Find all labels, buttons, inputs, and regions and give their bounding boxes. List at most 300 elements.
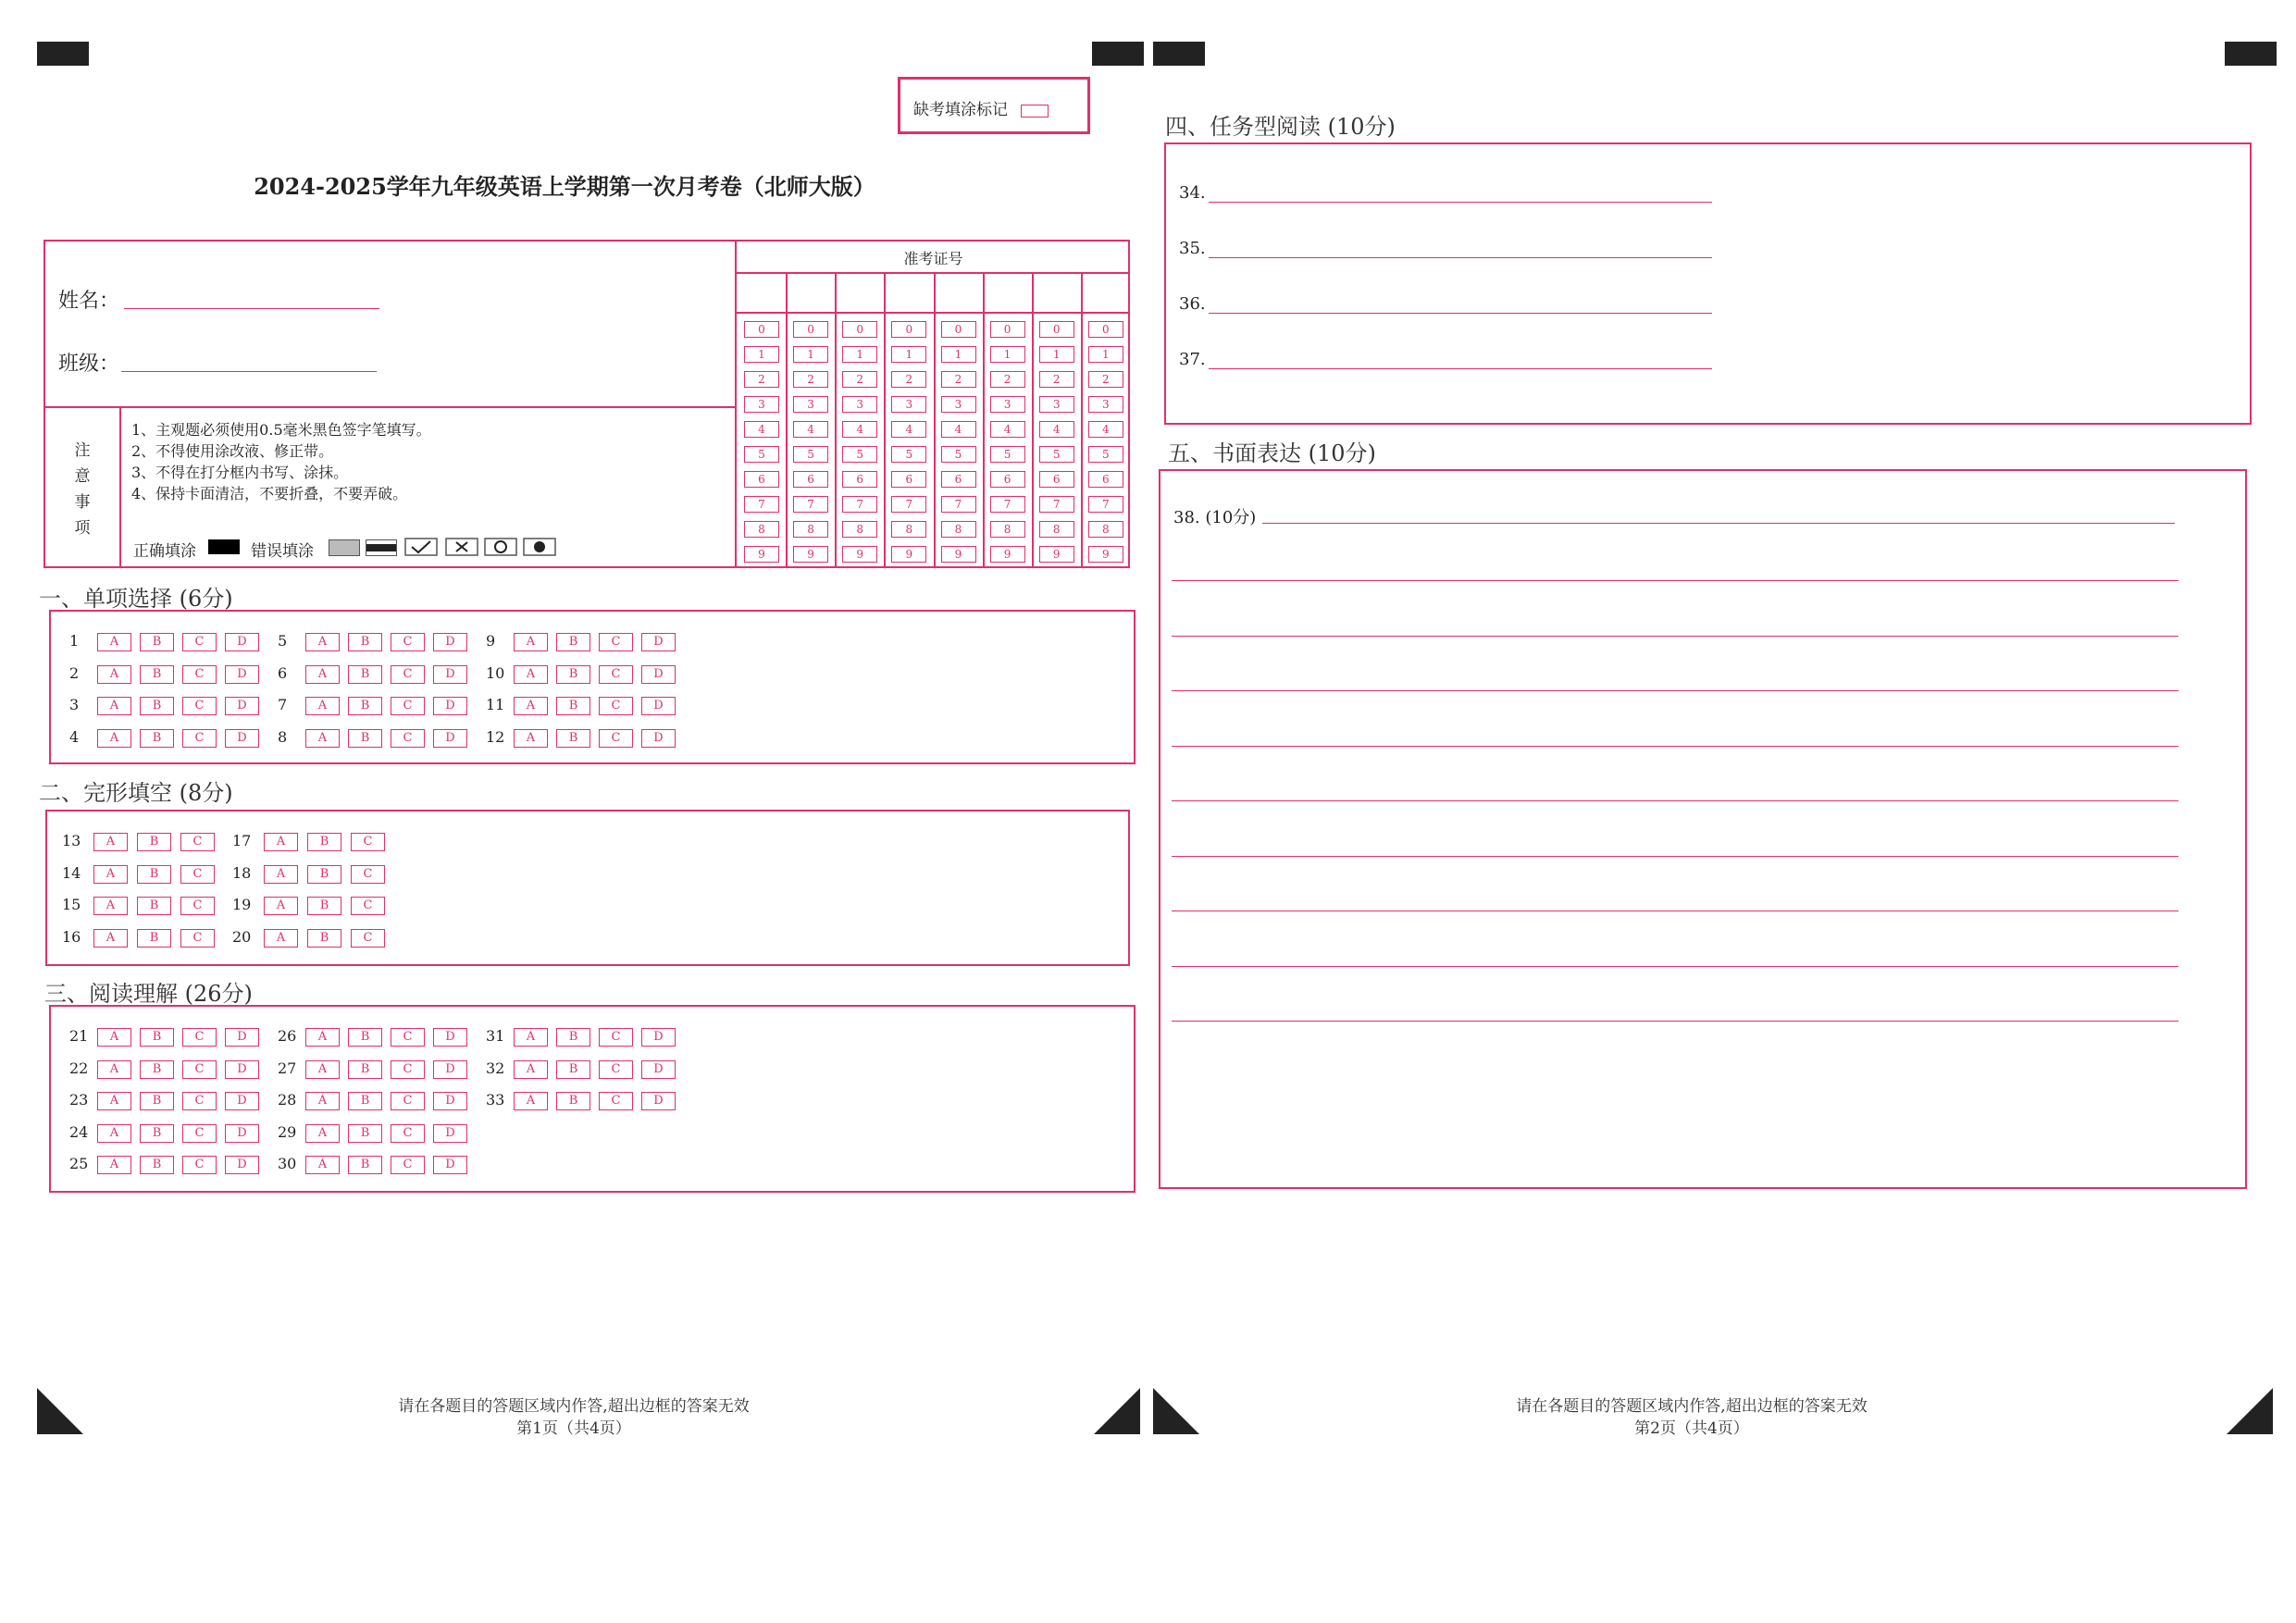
exam-id-digit-bubble[interactable]: 1 xyxy=(1039,346,1074,363)
option-bubble-d[interactable]: D xyxy=(641,1028,676,1047)
option-bubble-c[interactable]: C xyxy=(182,665,217,684)
exam-id-digit-bubble[interactable]: 4 xyxy=(793,421,828,438)
exam-id-digit-bubble[interactable]: 5 xyxy=(941,446,976,463)
option-bubble-d[interactable]: D xyxy=(641,729,676,748)
option-bubble-a[interactable]: A xyxy=(97,729,131,748)
section5-box xyxy=(1159,469,2247,1189)
option-bubble-d[interactable]: D xyxy=(433,1124,467,1143)
section2-box xyxy=(45,810,1130,966)
name-field[interactable] xyxy=(124,308,379,309)
notice-label-char: 事 xyxy=(74,493,91,512)
option-bubble-d[interactable]: D xyxy=(225,665,259,684)
option-bubble-a[interactable]: A xyxy=(305,697,340,715)
exam-id-digit-bubble[interactable]: 3 xyxy=(842,396,877,413)
exam-id-digit-bubble[interactable]: 1 xyxy=(744,346,779,363)
wrong-fill-sample-check-icon xyxy=(404,538,438,556)
exam-id-digit-bubble[interactable]: 8 xyxy=(842,521,877,538)
option-bubble-c[interactable]: C xyxy=(180,897,215,915)
option-bubble-d[interactable]: D xyxy=(225,633,259,651)
exam-id-digit-bubble[interactable]: 3 xyxy=(1039,396,1074,413)
exam-id-col-divider xyxy=(835,272,837,566)
exam-id-digit-bubble[interactable]: 6 xyxy=(842,471,877,488)
notice-label-char: 项 xyxy=(74,519,91,538)
option-bubble-c[interactable]: C xyxy=(182,1092,217,1110)
exam-id-col-divider xyxy=(786,272,788,566)
wrong-fill-sample-dot-icon xyxy=(523,538,556,556)
option-bubble-b[interactable]: B xyxy=(556,1092,590,1110)
essay-line[interactable] xyxy=(1172,800,2178,801)
exam-id-digit-bubble[interactable]: 3 xyxy=(793,396,828,413)
option-bubble-a[interactable]: A xyxy=(514,1060,548,1079)
footer-right-page: 第2页（共4页） xyxy=(1634,1419,1749,1438)
question-number: 19 xyxy=(232,896,252,913)
option-bubble-c[interactable]: C xyxy=(351,865,385,884)
section3-title: 三、阅读理解 (26分) xyxy=(44,981,253,1007)
exam-id-digit-bubble[interactable]: 3 xyxy=(744,396,779,413)
exam-id-digit-bubble[interactable]: 5 xyxy=(793,446,828,463)
option-bubble-a[interactable]: A xyxy=(93,897,128,915)
option-bubble-b[interactable]: B xyxy=(556,1060,590,1079)
option-bubble-d[interactable]: D xyxy=(641,1092,676,1110)
option-bubble-c[interactable]: C xyxy=(180,865,215,884)
option-bubble-b[interactable]: B xyxy=(348,1156,382,1174)
option-bubble-a[interactable]: A xyxy=(97,1060,131,1079)
registration-mark-top-mid-left xyxy=(1092,42,1144,66)
absent-mark-label: 缺考填涂标记 xyxy=(913,101,1008,119)
exam-id-digit-bubble[interactable]: 9 xyxy=(793,546,828,563)
option-bubble-a[interactable]: A xyxy=(514,1028,548,1047)
section4-title: 四、任务型阅读 (10分) xyxy=(1165,114,1396,140)
option-bubble-d[interactable]: D xyxy=(433,697,467,715)
question-number: 1 xyxy=(69,632,80,650)
option-bubble-a[interactable]: A xyxy=(97,633,131,651)
question-number: 27 xyxy=(278,1059,297,1077)
exam-id-digit-bubble[interactable]: 1 xyxy=(990,346,1025,363)
exam-id-digit-bubble[interactable]: 7 xyxy=(744,496,779,513)
option-bubble-c[interactable]: C xyxy=(391,1124,425,1143)
essay-line[interactable] xyxy=(1172,636,2178,637)
task-answer-line[interactable] xyxy=(1209,313,1712,314)
exam-id-col-divider xyxy=(1032,272,1034,566)
option-bubble-c[interactable]: C xyxy=(182,633,217,651)
exam-id-digit-bubble[interactable]: 8 xyxy=(1088,521,1123,538)
option-bubble-a[interactable]: A xyxy=(97,1092,131,1110)
exam-id-col-divider xyxy=(934,272,936,566)
exam-id-digit-bubble[interactable]: 8 xyxy=(744,521,779,538)
exam-id-digit-bubble[interactable]: 0 xyxy=(744,321,779,338)
exam-id-digit-bubble[interactable]: 7 xyxy=(941,496,976,513)
option-bubble-b[interactable]: B xyxy=(348,1092,382,1110)
option-bubble-b[interactable]: B xyxy=(348,1124,382,1143)
exam-id-digit-bubble[interactable]: 4 xyxy=(1039,421,1074,438)
exam-id-digit-bubble[interactable]: 7 xyxy=(990,496,1025,513)
option-bubble-c[interactable]: C xyxy=(391,697,425,715)
exam-id-panel xyxy=(735,242,1130,566)
exam-id-digit-bubble[interactable]: 9 xyxy=(1088,546,1123,563)
notice-line: 2、不得使用涂改液、修正带。 xyxy=(131,442,334,460)
question-number: 31 xyxy=(486,1027,505,1045)
notice-line: 3、不得在打分框内书写、涂抹。 xyxy=(131,464,349,481)
info-divider xyxy=(45,406,737,408)
exam-id-digit-bubble[interactable]: 6 xyxy=(744,471,779,488)
essay-line[interactable] xyxy=(1172,690,2178,691)
option-bubble-b[interactable]: B xyxy=(307,833,341,851)
option-bubble-b[interactable]: B xyxy=(556,697,590,715)
essay-line[interactable] xyxy=(1172,1021,2178,1022)
option-bubble-d[interactable]: D xyxy=(433,729,467,748)
exam-id-digit-bubble[interactable]: 7 xyxy=(1088,496,1123,513)
option-bubble-b[interactable]: B xyxy=(140,1156,174,1174)
exam-id-digit-bubble[interactable]: 2 xyxy=(990,371,1025,388)
registration-mark-top-left xyxy=(37,42,89,66)
option-bubble-a[interactable]: A xyxy=(514,697,548,715)
corner-triangle-bottom-mid-left xyxy=(1094,1388,1140,1434)
option-bubble-a[interactable]: A xyxy=(305,1156,340,1174)
exam-id-digit-bubble[interactable]: 2 xyxy=(1088,371,1123,388)
task-answer-line[interactable] xyxy=(1209,368,1712,369)
exam-id-digit-bubble[interactable]: 5 xyxy=(1088,446,1123,463)
option-bubble-a[interactable]: A xyxy=(93,833,128,851)
option-bubble-b[interactable]: B xyxy=(556,633,590,651)
option-bubble-a[interactable]: A xyxy=(97,697,131,715)
option-bubble-b[interactable]: B xyxy=(140,1124,174,1143)
exam-id-digit-bubble[interactable]: 7 xyxy=(891,496,926,513)
exam-id-digit-bubble[interactable]: 0 xyxy=(842,321,877,338)
option-bubble-c[interactable]: C xyxy=(391,1060,425,1079)
footer-left-notice: 请在各题目的答题区域内作答,超出边框的答案无效 xyxy=(398,1397,750,1416)
essay-line[interactable] xyxy=(1172,966,2178,967)
task-item-number: 36. xyxy=(1179,294,1206,314)
exam-id-digit-bubble[interactable]: 8 xyxy=(941,521,976,538)
exam-id-digit-bubble[interactable]: 7 xyxy=(793,496,828,513)
exam-id-digit-bubble[interactable]: 1 xyxy=(793,346,828,363)
option-bubble-d[interactable]: D xyxy=(641,633,676,651)
section1-title: 一、单项选择 (6分) xyxy=(39,586,233,612)
option-bubble-c[interactable]: C xyxy=(351,897,385,915)
notice-label-col xyxy=(45,406,121,568)
option-bubble-d[interactable]: D xyxy=(225,1028,259,1047)
task-answer-line[interactable] xyxy=(1209,202,1712,203)
exam-id-digit-bubble[interactable]: 9 xyxy=(891,546,926,563)
exam-id-digit-bubble[interactable]: 9 xyxy=(842,546,877,563)
option-bubble-b[interactable]: B xyxy=(137,897,171,915)
exam-id-digit-bubble[interactable]: 7 xyxy=(1039,496,1074,513)
exam-id-digit-bubble[interactable]: 3 xyxy=(891,396,926,413)
option-bubble-c[interactable]: C xyxy=(599,697,633,715)
wrong-fill-sample-bar xyxy=(366,539,397,556)
option-bubble-b[interactable]: B xyxy=(140,1092,174,1110)
option-bubble-d[interactable]: D xyxy=(641,697,676,715)
exam-id-digit-bubble[interactable]: 0 xyxy=(793,321,828,338)
option-bubble-c[interactable]: C xyxy=(391,1092,425,1110)
option-bubble-a[interactable]: A xyxy=(305,1028,340,1047)
option-bubble-b[interactable]: B xyxy=(556,1028,590,1047)
option-bubble-b[interactable]: B xyxy=(137,929,171,948)
wrong-fill-sample-circle-icon xyxy=(484,538,517,556)
exam-id-digit-bubble[interactable]: 5 xyxy=(1039,446,1074,463)
question-number: 4 xyxy=(69,727,80,746)
exam-id-digit-bubble[interactable]: 9 xyxy=(990,546,1025,563)
option-bubble-d[interactable]: D xyxy=(641,1060,676,1079)
option-bubble-a[interactable]: A xyxy=(305,1124,340,1143)
question-number: 10 xyxy=(486,663,505,682)
corner-triangle-bottom-right xyxy=(2227,1388,2273,1434)
option-bubble-a[interactable]: A xyxy=(97,1124,131,1143)
question-number: 17 xyxy=(232,832,252,849)
exam-id-digit-bubble[interactable]: 8 xyxy=(1039,521,1074,538)
exam-id-digit-bubble[interactable]: 2 xyxy=(941,371,976,388)
question-number: 13 xyxy=(62,832,81,849)
option-bubble-c[interactable]: C xyxy=(391,1156,425,1174)
option-bubble-b[interactable]: B xyxy=(140,697,174,715)
option-bubble-a[interactable]: A xyxy=(264,865,298,884)
option-bubble-b[interactable]: B xyxy=(140,665,174,684)
exam-id-digit-bubble[interactable]: 0 xyxy=(1039,321,1074,338)
exam-id-digit-bubble[interactable]: 4 xyxy=(941,421,976,438)
info-block xyxy=(43,240,1130,568)
question-number: 11 xyxy=(486,696,505,713)
option-bubble-a[interactable]: A xyxy=(97,665,131,684)
option-bubble-a[interactable]: A xyxy=(514,665,548,684)
exam-id-digit-bubble[interactable]: 6 xyxy=(1088,471,1123,488)
notice-label-char: 注 xyxy=(74,441,91,460)
option-bubble-a[interactable]: A xyxy=(305,729,340,748)
option-bubble-b[interactable]: B xyxy=(137,865,171,884)
option-bubble-b[interactable]: B xyxy=(140,1028,174,1047)
exam-id-digit-bubble[interactable]: 0 xyxy=(990,321,1025,338)
exam-id-digit-bubble[interactable]: 1 xyxy=(941,346,976,363)
exam-id-digit-bubble[interactable]: 2 xyxy=(891,371,926,388)
question-number: 16 xyxy=(62,927,81,946)
exam-id-digit-bubble[interactable]: 6 xyxy=(891,471,926,488)
option-bubble-a[interactable]: A xyxy=(264,897,298,915)
option-bubble-a[interactable]: A xyxy=(305,1060,340,1079)
option-bubble-d[interactable]: D xyxy=(225,1092,259,1110)
exam-id-digit-bubble[interactable]: 9 xyxy=(941,546,976,563)
registration-mark-top-mid-right xyxy=(1153,42,1205,66)
question-number: 15 xyxy=(62,896,81,913)
question-number: 6 xyxy=(278,663,288,682)
option-bubble-d[interactable]: D xyxy=(433,1060,467,1079)
exam-id-digit-bubble[interactable]: 2 xyxy=(1039,371,1074,388)
option-bubble-c[interactable]: C xyxy=(599,1092,633,1110)
question-number: 29 xyxy=(278,1122,297,1141)
task-answer-line[interactable] xyxy=(1209,257,1712,258)
option-bubble-b[interactable]: B xyxy=(556,729,590,748)
option-bubble-a[interactable]: A xyxy=(264,929,298,948)
task-item-number: 37. xyxy=(1179,350,1206,369)
option-bubble-c[interactable]: C xyxy=(599,1060,633,1079)
task-item-number: 35. xyxy=(1179,239,1206,258)
class-field[interactable] xyxy=(121,371,377,372)
option-bubble-d[interactable]: D xyxy=(225,1060,259,1079)
corner-triangle-bottom-left xyxy=(37,1388,83,1434)
exam-id-digit-bubble[interactable]: 6 xyxy=(793,471,828,488)
exam-id-digit-bubble[interactable]: 0 xyxy=(1088,321,1123,338)
question-number: 5 xyxy=(278,632,288,650)
exam-id-digit-bubble[interactable]: 6 xyxy=(990,471,1025,488)
option-bubble-a[interactable]: A xyxy=(93,865,128,884)
option-bubble-c[interactable]: C xyxy=(182,1060,217,1079)
option-bubble-a[interactable]: A xyxy=(97,1156,131,1174)
footer-right-notice: 请在各题目的答题区域内作答,超出边框的答案无效 xyxy=(1516,1397,1868,1416)
option-bubble-c[interactable]: C xyxy=(599,665,633,684)
option-bubble-c[interactable]: C xyxy=(351,929,385,948)
option-bubble-b[interactable]: B xyxy=(140,1060,174,1079)
option-bubble-d[interactable]: D xyxy=(225,1156,259,1174)
option-bubble-a[interactable]: A xyxy=(514,1092,548,1110)
exam-id-digit-bubble[interactable]: 2 xyxy=(793,371,828,388)
option-bubble-c[interactable]: C xyxy=(351,833,385,851)
exam-id-digit-bubble[interactable]: 9 xyxy=(1039,546,1074,563)
option-bubble-c[interactable]: C xyxy=(599,1028,633,1047)
question-number: 30 xyxy=(278,1155,297,1172)
option-bubble-d[interactable]: D xyxy=(641,665,676,684)
exam-id-digit-bubble[interactable]: 3 xyxy=(990,396,1025,413)
exam-id-digit-bubble[interactable]: 8 xyxy=(793,521,828,538)
question-number: 8 xyxy=(278,727,288,746)
option-bubble-c[interactable]: C xyxy=(391,729,425,748)
option-bubble-c[interactable]: C xyxy=(391,665,425,684)
footer-left xyxy=(278,1395,870,1440)
exam-id-digit-bubble[interactable]: 4 xyxy=(744,421,779,438)
essay-line[interactable] xyxy=(1172,580,2178,581)
exam-id-digit-bubble[interactable]: 9 xyxy=(744,546,779,563)
option-bubble-b[interactable]: B xyxy=(348,1028,382,1047)
option-bubble-d[interactable]: D xyxy=(225,1124,259,1143)
option-bubble-c[interactable]: C xyxy=(180,929,215,948)
section3-box xyxy=(49,1005,1136,1193)
exam-id-digit-bubble[interactable]: 3 xyxy=(941,396,976,413)
option-bubble-c[interactable]: C xyxy=(182,1124,217,1143)
question-number: 33 xyxy=(486,1091,505,1109)
option-bubble-b[interactable]: B xyxy=(137,833,171,851)
option-bubble-a[interactable]: A xyxy=(514,729,548,748)
question-number: 20 xyxy=(232,927,252,946)
exam-id-digit-bubble[interactable]: 0 xyxy=(891,321,926,338)
option-bubble-a[interactable]: A xyxy=(264,833,298,851)
page-title: 2024-2025学年九年级英语上学期第一次月考卷（北师大版） xyxy=(254,173,875,200)
option-bubble-a[interactable]: A xyxy=(93,929,128,948)
exam-id-digit-bubble[interactable]: 8 xyxy=(990,521,1025,538)
question-number: 23 xyxy=(69,1091,89,1109)
footer-left-page: 第1页（共4页） xyxy=(516,1419,631,1438)
option-bubble-d[interactable]: D xyxy=(225,697,259,715)
notice-label xyxy=(45,438,119,541)
exam-id-digit-bubble[interactable]: 0 xyxy=(941,321,976,338)
option-bubble-c[interactable]: C xyxy=(182,697,217,715)
option-bubble-b[interactable]: B xyxy=(348,665,382,684)
option-bubble-b[interactable]: B xyxy=(348,633,382,651)
exam-id-digit-bubble[interactable]: 1 xyxy=(1088,346,1123,363)
option-bubble-b[interactable]: B xyxy=(348,1060,382,1079)
option-bubble-b[interactable]: B xyxy=(140,633,174,651)
option-bubble-a[interactable]: A xyxy=(97,1028,131,1047)
option-bubble-c[interactable]: C xyxy=(182,1028,217,1047)
exam-id-digit-bubble[interactable]: 5 xyxy=(744,446,779,463)
exam-id-digit-bubble[interactable]: 5 xyxy=(990,446,1025,463)
absent-mark-bubble[interactable] xyxy=(1021,105,1049,118)
exam-id-digit-bubble[interactable]: 1 xyxy=(842,346,877,363)
exam-id-digit-bubble[interactable]: 4 xyxy=(842,421,877,438)
question-number: 21 xyxy=(69,1027,89,1045)
notice-line: 1、主观题必须使用0.5毫米黑色签字笔填写。 xyxy=(131,421,431,439)
exam-id-digit-bubble[interactable]: 2 xyxy=(842,371,877,388)
question-number: 32 xyxy=(486,1059,505,1077)
option-bubble-a[interactable]: A xyxy=(305,665,340,684)
exam-id-digit-bubble[interactable]: 6 xyxy=(1039,471,1074,488)
option-bubble-d[interactable]: D xyxy=(225,729,259,748)
class-label: 班级： xyxy=(58,353,120,376)
registration-mark-top-right xyxy=(2225,42,2277,66)
exam-id-digit-bubble[interactable]: 4 xyxy=(891,421,926,438)
question-number: 18 xyxy=(232,863,252,882)
option-bubble-b[interactable]: B xyxy=(556,665,590,684)
essay-line-first[interactable] xyxy=(1262,523,2175,524)
option-bubble-a[interactable]: A xyxy=(305,1092,340,1110)
footer-right xyxy=(1396,1395,1988,1440)
option-bubble-b[interactable]: B xyxy=(348,729,382,748)
question-number: 14 xyxy=(62,863,81,882)
wrong-fill-label: 错误填涂 xyxy=(251,542,314,561)
option-bubble-d[interactable]: D xyxy=(433,1156,467,1174)
option-bubble-c[interactable]: C xyxy=(599,729,633,748)
option-bubble-a[interactable]: A xyxy=(305,633,340,651)
option-bubble-c[interactable]: C xyxy=(180,833,215,851)
essay-line[interactable] xyxy=(1172,856,2178,857)
section4-box xyxy=(1164,142,2252,425)
option-bubble-d[interactable]: D xyxy=(433,665,467,684)
exam-id-grid xyxy=(737,272,1130,566)
option-bubble-c[interactable]: C xyxy=(599,633,633,651)
absent-mark-box xyxy=(898,77,1090,134)
exam-id-digit-bubble[interactable]: 5 xyxy=(891,446,926,463)
option-bubble-b[interactable]: B xyxy=(307,865,341,884)
option-bubble-c[interactable]: C xyxy=(391,1028,425,1047)
option-bubble-d[interactable]: D xyxy=(433,1028,467,1047)
essay-line[interactable] xyxy=(1172,746,2178,747)
exam-id-digit-bubble[interactable]: 7 xyxy=(842,496,877,513)
exam-id-digit-bubble[interactable]: 4 xyxy=(990,421,1025,438)
question-number: 25 xyxy=(69,1155,89,1172)
option-bubble-c[interactable]: C xyxy=(391,633,425,651)
option-bubble-a[interactable]: A xyxy=(514,633,548,651)
section2-title: 二、完形填空 (8分) xyxy=(39,780,233,806)
option-bubble-b[interactable]: B xyxy=(307,897,341,915)
task-item-number: 34. xyxy=(1179,183,1206,203)
wrong-fill-sample-gray xyxy=(329,539,360,556)
option-bubble-b[interactable]: B xyxy=(348,697,382,715)
option-bubble-c[interactable]: C xyxy=(182,1156,217,1174)
exam-id-digit-bubble[interactable]: 1 xyxy=(891,346,926,363)
exam-id-digit-bubble[interactable]: 3 xyxy=(1088,396,1123,413)
section5-title: 五、书面表达 (10分) xyxy=(1168,440,1376,466)
exam-id-col-divider xyxy=(884,272,886,566)
option-bubble-b[interactable]: B xyxy=(140,729,174,748)
option-bubble-d[interactable]: D xyxy=(433,633,467,651)
option-bubble-b[interactable]: B xyxy=(307,929,341,948)
exam-id-digit-bubble[interactable]: 4 xyxy=(1088,421,1123,438)
exam-id-label: 准考证号 xyxy=(903,250,963,267)
question-number: 24 xyxy=(69,1122,89,1141)
option-bubble-c[interactable]: C xyxy=(182,729,217,748)
option-bubble-d[interactable]: D xyxy=(433,1092,467,1110)
exam-id-digit-bubble[interactable]: 2 xyxy=(744,371,779,388)
exam-id-digit-bubble[interactable]: 5 xyxy=(842,446,877,463)
exam-id-digit-bubble[interactable]: 8 xyxy=(891,521,926,538)
exam-id-col-divider xyxy=(1081,272,1083,566)
exam-id-digit-bubble[interactable]: 6 xyxy=(941,471,976,488)
